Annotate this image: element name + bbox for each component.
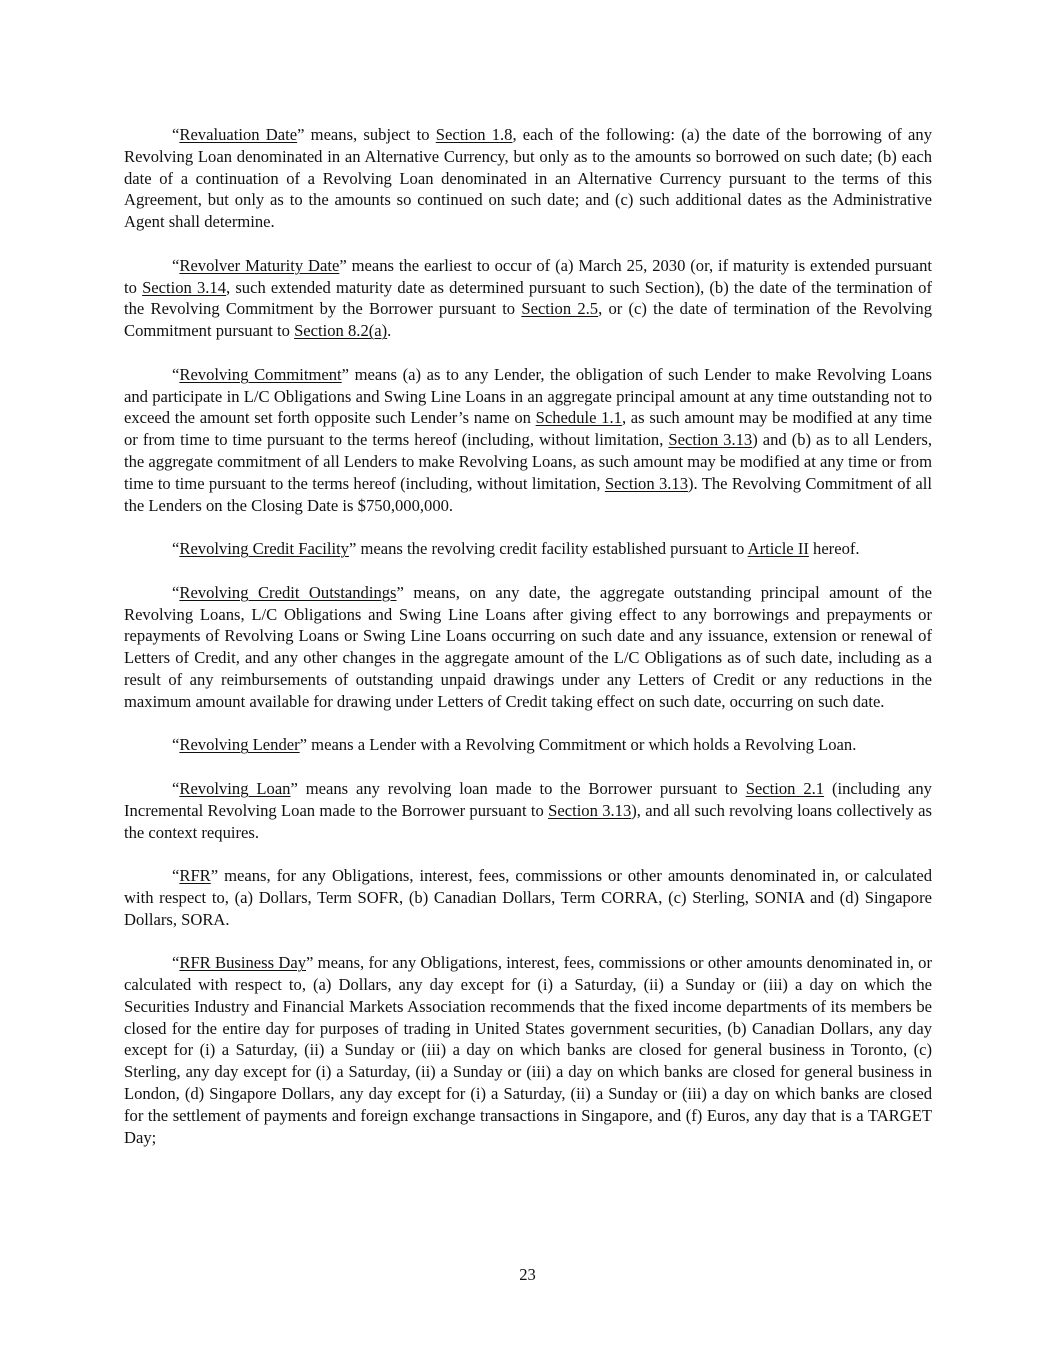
definition-text: “: [172, 778, 180, 798]
definition-text: “: [172, 364, 180, 384]
underlined-term: Article II: [747, 539, 809, 559]
underlined-term: Schedule 1.1: [535, 408, 622, 428]
definition-paragraph: [124, 734, 932, 756]
definition-text: , such extended maturity date as determined pursuant to such Section), (b) the date of the termination of the Revolving Commitment by the Borrower pursuant to: [124, 277, 932, 319]
underlined-term: Revolving Loan: [179, 778, 291, 798]
definition-text: ” means any revolving loan made to the Borrower pursuant to: [290, 778, 746, 798]
definition-paragraph: [124, 538, 932, 560]
underlined-term: RFR: [179, 866, 211, 886]
underlined-term: Revolving Lender: [179, 735, 300, 755]
definition-text: hereof.: [808, 539, 860, 559]
definition-text: ” means the earliest to occur of (a) March 25, 2030 (or, if maturity is extended pursuant to: [124, 255, 932, 297]
definition-text: , or (c) the date of termination of the Revolving Commitment pursuant to: [124, 299, 933, 341]
underlined-term: Section 2.1: [745, 778, 825, 798]
definition-text: ” means, for any Obligations, interest, fees, commissions or other amounts denominated in, or calculated with respect to, (a) Dollars, Term SOFR, (b) Canadian Dollars, Term CORRA, (c) Sterling, SONIA and (d) Singapore Dollars, SORA.: [124, 866, 932, 929]
definition-text: ” means a Lender with a Revolving Commitment or which holds a Revolving Loan.: [299, 735, 857, 755]
underlined-term: Revolving Commitment: [179, 364, 342, 384]
definition-text: ) and (b) as to all Lenders, the aggregate commitment of all Lenders to make Revolving Loans, as such amount may be modified at any time or from time to time pursuant to the terms hereof (including, without limitation,: [124, 430, 932, 493]
underlined-term: Revolving Credit Outstandings: [179, 582, 397, 602]
definition-text: ), and all such revolving loans collectively as the context requires.: [124, 800, 932, 842]
page-number: 23: [519, 1265, 536, 1284]
underlined-term: Revolver Maturity Date: [179, 255, 340, 275]
definition-text: , each of the following: (a) the date of the borrowing of any Revolving Loan denominated in an Alternative Currency, but only as to the amounts so borrowed on such date; (b) each date of a continuation of a Revolving Loan denominated in an Alternative Currency pursuant to the terms of this Agreement, but only as to the amounts so continued on such date; and (c) such additional dates as the Administrative Agent shall determine.: [124, 125, 932, 232]
definition-text: ” means, for any Obligations, interest, fees, commissions or other amounts denominated in, or calculated with respect to, (a) Dollars, any day except for (i) a Saturday, (ii) a Sunday or (iii) a day on which the Securities Industry and Financial Markets Association recommends that the fixed income departments of its members be closed for the entire day for purposes of trading in United States government securities, (b) Canadian Dollars, any day except for (i) a Saturday, (ii) a Sunday or (iii) a day on which banks are closed for general business in Toronto, (c) Sterling, any day except for (i) a Saturday, (ii) a Sunday or (iii) a day on which banks are closed for general business in London, (d) Singapore Dollars, any day except for (i) a Saturday, (ii) a Sunday or (iii) a day on which banks are closed for the settlement of payments and foreign exchange transactions in Singapore, and (f) Euros, any day that is a TARGET Day;: [124, 953, 932, 1147]
underlined-term: Section 2.5: [521, 299, 599, 319]
underlined-term: Section 3.13: [668, 430, 753, 450]
definition-text: (including any Incremental Revolving Loan made to the Borrower pursuant to: [124, 778, 932, 820]
definition-paragraph: [124, 582, 932, 713]
underlined-term: Section 3.13: [604, 473, 689, 493]
underlined-term: Section 8.2(a): [294, 321, 388, 341]
definition-text: “: [172, 539, 180, 559]
definition-paragraph: [124, 865, 932, 930]
definition-text: ” means (a) as to any Lender, the obligation of such Lender to make Revolving Loans and participate in L/C Obligations and Swing Line Loans in an aggregate principal amount at any time outstanding not to exceed the amount set forth opposite such Lender’s name on: [124, 364, 932, 428]
definition-text: ” means, on any date, the aggregate outstanding principal amount of the Revolving Loans, L/C Obligations and Swing Line Loans after giving effect to any borrowings and prepayments or repayments of Revolving Loans or Swing Line Loans occurring on such date and any issuance, extension or renewal of Letters of Credit, and any other changes in the aggregate amount of the L/C Obligations as of such date, including as a result of any reimbursements of outstanding unpaid drawings under any Letters of Credit or any reductions in the maximum amount available for drawing under Letters of Credit taking effect on such date, occurring on such date.: [124, 582, 932, 711]
definition-text: “: [172, 582, 180, 602]
underlined-term: RFR Business Day: [179, 953, 306, 973]
definition-text: , as such amount may be modified at any time or from time to time pursuant to the terms hereof (including, without limitation,: [124, 408, 932, 450]
definition-text: ” means the revolving credit facility established pursuant to: [348, 539, 748, 559]
definition-text: “: [172, 125, 180, 144]
underlined-term: Revaluation Date: [179, 125, 298, 144]
definition-paragraph: [124, 124, 932, 233]
underlined-term: Revolving Credit Facility: [179, 539, 349, 559]
definition-paragraph: [124, 778, 932, 843]
underlined-term: Section 3.13: [548, 800, 632, 820]
definition-text: “: [172, 953, 180, 973]
definition-paragraph: [124, 364, 932, 517]
definition-text: ” means, subject to: [297, 125, 436, 144]
definition-text: .: [387, 321, 392, 341]
definition-paragraph: [124, 952, 932, 1148]
definition-text: “: [172, 866, 180, 886]
underlined-term: Section 3.14: [142, 277, 227, 297]
definition-paragraph: [124, 255, 932, 342]
definition-text: “: [172, 735, 180, 755]
document-body: [124, 124, 932, 1170]
definition-text: “: [172, 255, 180, 275]
underlined-term: Section 1.8: [435, 125, 513, 144]
definition-text: ). The Revolving Commitment of all the Lenders on the Closing Date is $750,000,000.: [124, 473, 932, 515]
